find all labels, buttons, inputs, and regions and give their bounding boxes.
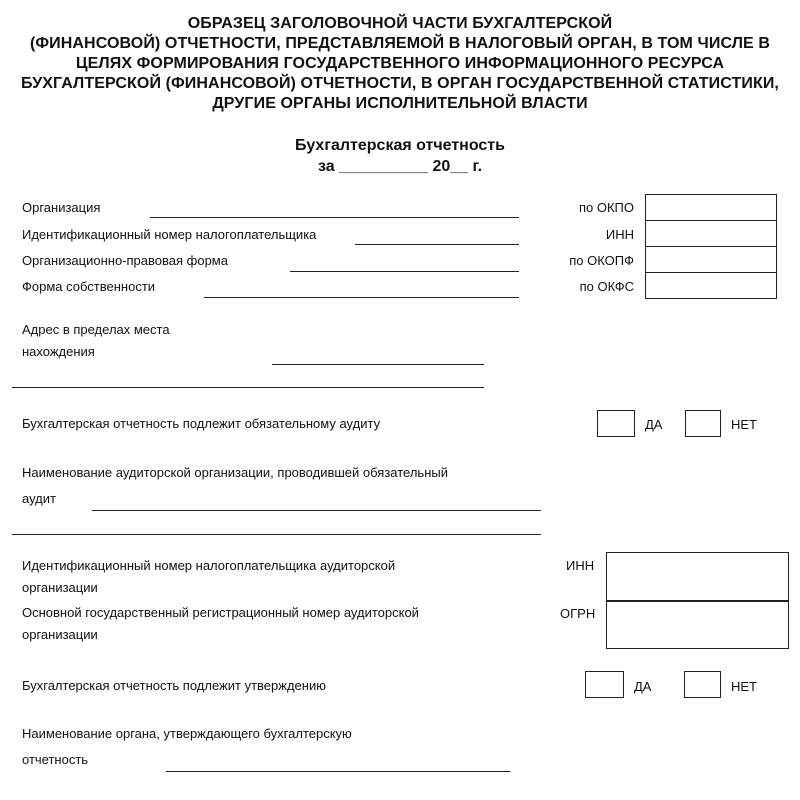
- approval-no-checkbox[interactable]: [684, 671, 721, 698]
- legal-form-label: Организационно-правовая форма: [22, 253, 228, 268]
- title-line-4: БУХГАЛТЕРСКОЙ (ФИНАНСОВОЙ) ОТЧЕТНОСТИ, В ОРГАН ГОСУДАРСТВЕННОЙ СТАТИСТИКИ,: [21, 75, 779, 92]
- approving-body-field[interactable]: [166, 771, 510, 772]
- title-line-5: ДРУГИЕ ОРГАНЫ ИСПОЛНИТЕЛЬНОЙ ВЛАСТИ: [212, 95, 588, 112]
- organization-field[interactable]: [150, 217, 519, 218]
- title-line-3: ЦЕЛЯХ ФОРМИРОВАНИЯ ГОСУДАРСТВЕННОГО ИНФОРМАЦИОННОГО РЕСУРСА: [75, 55, 725, 72]
- address-field-1[interactable]: [272, 364, 484, 365]
- approval-required-label: Бухгалтерская отчетность подлежит утверждению: [22, 678, 326, 693]
- form-title: [0, 14, 800, 114]
- ownership-label: Форма собственности: [22, 279, 156, 294]
- auditor-ogrn-label-1: Основной государственный регистрационный номер аудиторской: [22, 605, 419, 620]
- auditor-ogrn-box[interactable]: [606, 600, 789, 649]
- report-period[interactable]: за __________ 20__ г.: [317, 158, 483, 175]
- okopf-box[interactable]: [645, 246, 777, 273]
- audit-yes-label: ДА: [645, 417, 663, 432]
- auditor-inn-code: ИНН: [566, 558, 595, 573]
- report-title: Бухгалтерская отчетность: [295, 137, 505, 154]
- auditor-inn-label-1: Идентификационный номер налогоплательщика аудиторской: [22, 558, 396, 573]
- auditor-name-field-1[interactable]: [92, 510, 541, 511]
- legal-form-field[interactable]: [290, 271, 519, 272]
- audit-yes-checkbox[interactable]: [597, 410, 635, 437]
- approval-yes-label: ДА: [634, 679, 652, 694]
- title-line-1: ОБРАЗЕЦ ЗАГОЛОВОЧНОЙ ЧАСТИ БУХГАЛТЕРСКОЙ: [187, 15, 613, 32]
- approval-no-label: НЕТ: [731, 679, 757, 694]
- title-line-2: (ФИНАНСОВОЙ) ОТЧЕТНОСТИ, ПРЕДСТАВЛЯЕМОЙ В НАЛОГОВЫЙ ОРГАН, В ТОМ ЧИСЛЕ В: [29, 35, 771, 52]
- address-label-1: Адрес в пределах места: [22, 322, 170, 337]
- approving-body-label-2: отчетность: [22, 752, 89, 767]
- address-label-2: нахождения: [22, 344, 95, 359]
- okfs-box[interactable]: [645, 272, 777, 299]
- approving-body-label-1: Наименование органа, утверждающего бухгалтерскую: [22, 726, 352, 741]
- audit-no-checkbox[interactable]: [685, 410, 721, 437]
- inn-box[interactable]: [645, 220, 777, 247]
- ownership-field[interactable]: [204, 297, 519, 298]
- address-field-2[interactable]: [12, 387, 484, 388]
- inn-label: Идентификационный номер налогоплательщика: [22, 227, 317, 242]
- audit-required-label: Бухгалтерская отчетность подлежит обязательному аудиту: [22, 416, 381, 431]
- audit-no-label: НЕТ: [731, 417, 757, 432]
- auditor-name-label-2: аудит: [22, 491, 56, 506]
- approval-yes-checkbox[interactable]: [585, 671, 624, 698]
- auditor-inn-label-2: организации: [22, 580, 98, 595]
- auditor-ogrn-code: ОГРН: [560, 606, 596, 621]
- organization-label: Организация: [22, 200, 101, 215]
- inn-code-label: ИНН: [605, 227, 634, 242]
- okpo-box[interactable]: [645, 194, 777, 221]
- auditor-ogrn-label-2: организации: [22, 627, 98, 642]
- auditor-inn-box[interactable]: [606, 552, 789, 602]
- okopf-code-label: по ОКОПФ: [569, 253, 634, 268]
- okfs-code-label: по ОКФС: [579, 279, 634, 294]
- inn-field[interactable]: [355, 244, 519, 245]
- auditor-name-label-1: Наименование аудиторской организации, проводившей обязательный: [22, 465, 448, 480]
- auditor-name-field-2[interactable]: [12, 534, 541, 535]
- okpo-code-label: по ОКПО: [578, 200, 634, 215]
